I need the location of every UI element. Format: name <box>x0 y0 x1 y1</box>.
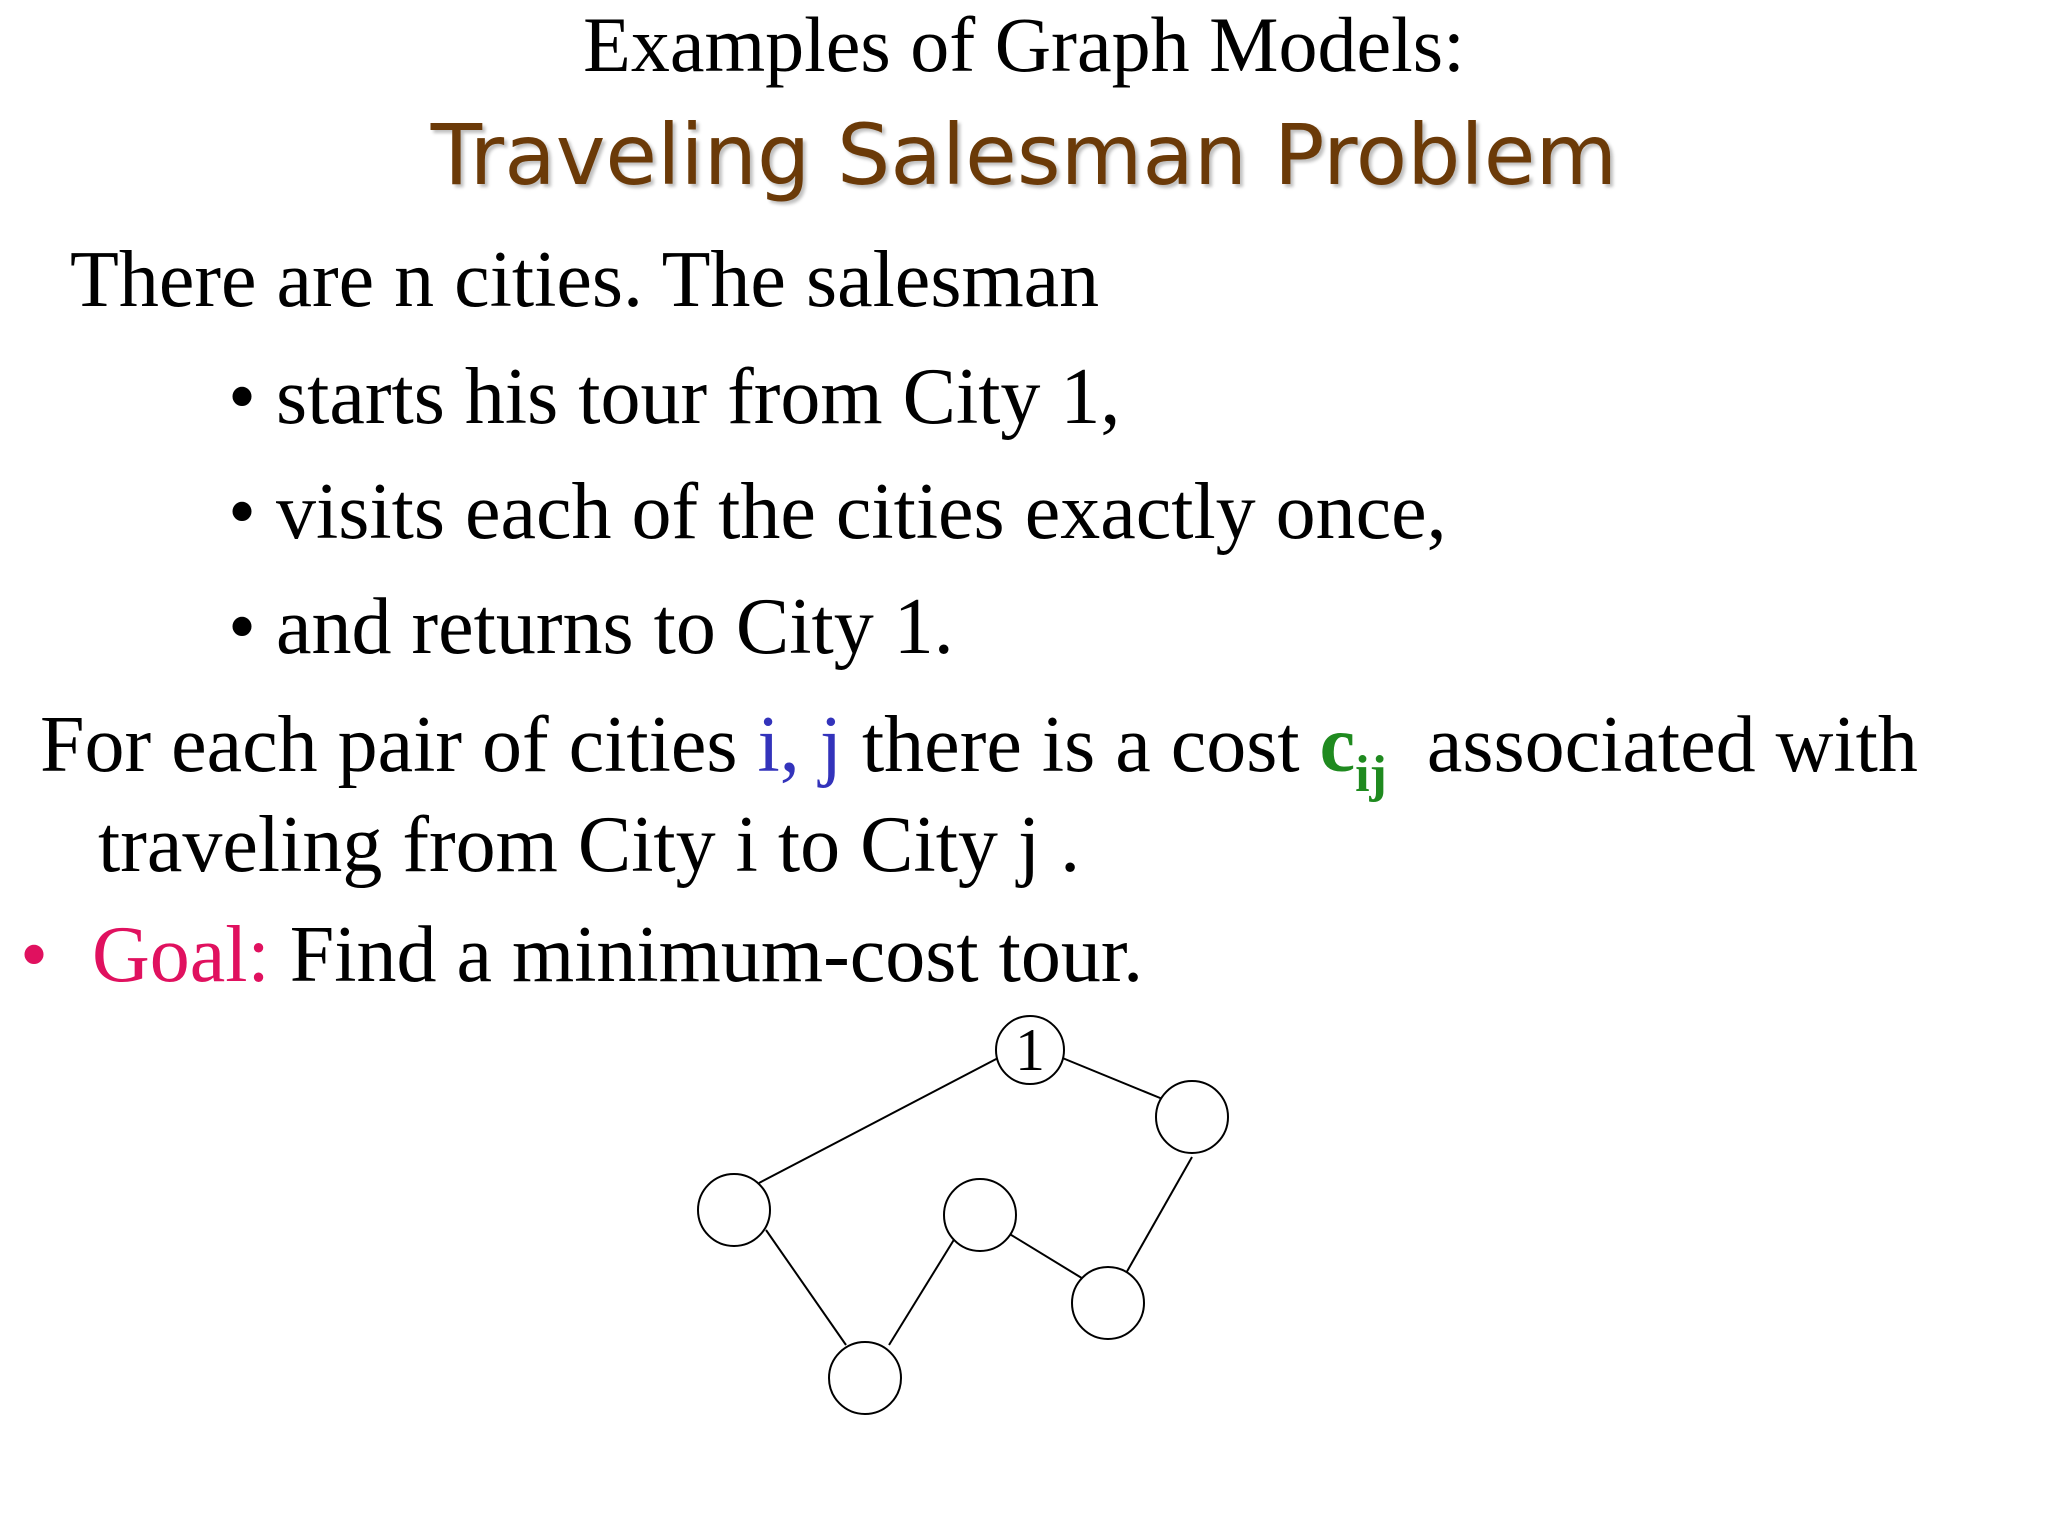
goal-bullet: • <box>20 911 49 999</box>
cost-middle: there is a cost <box>841 701 1320 789</box>
intro-text: There are n cities. The salesman <box>70 236 1100 324</box>
slide-title: Traveling Salesman Problem <box>430 106 1618 204</box>
graph-edge <box>759 1057 1000 1183</box>
bullet-text: starts his tour from City 1, <box>276 353 1121 441</box>
graph-edge <box>1125 1157 1192 1275</box>
cost-sentence-line2: traveling from City i to City j . <box>98 801 1081 889</box>
graph-edge <box>1060 1057 1165 1100</box>
city-node <box>698 1174 770 1246</box>
cost-subscript: ij <box>1355 746 1387 803</box>
city-node <box>1156 1081 1228 1153</box>
goal-label: Goal: <box>92 911 270 999</box>
city-node <box>829 1342 901 1414</box>
bullet-marker: • <box>228 583 257 671</box>
bullet-marker: • <box>228 353 257 441</box>
slide-heading: Examples of Graph Models: <box>583 1 1465 88</box>
graph-edge <box>1008 1233 1085 1280</box>
bullet-text: visits each of the cities exactly once, <box>276 468 1447 556</box>
cost-symbol: $c_{ij}$ <box>1319 701 1387 803</box>
cost-prefix: For each pair of cities <box>40 701 758 789</box>
city-node <box>944 1179 1016 1251</box>
goal-text: Find a minimum-cost tour. <box>269 911 1144 999</box>
city-node <box>1072 1267 1144 1339</box>
city-node-1-label: 1 <box>1015 1017 1045 1083</box>
bullet-marker: • <box>228 468 257 556</box>
cost-suffix: associated with <box>1426 701 1918 789</box>
city-vars: i, j <box>757 701 842 789</box>
bullet-text: and returns to City 1. <box>276 583 954 671</box>
graph-edge <box>889 1238 955 1345</box>
graph-edge <box>766 1230 846 1345</box>
